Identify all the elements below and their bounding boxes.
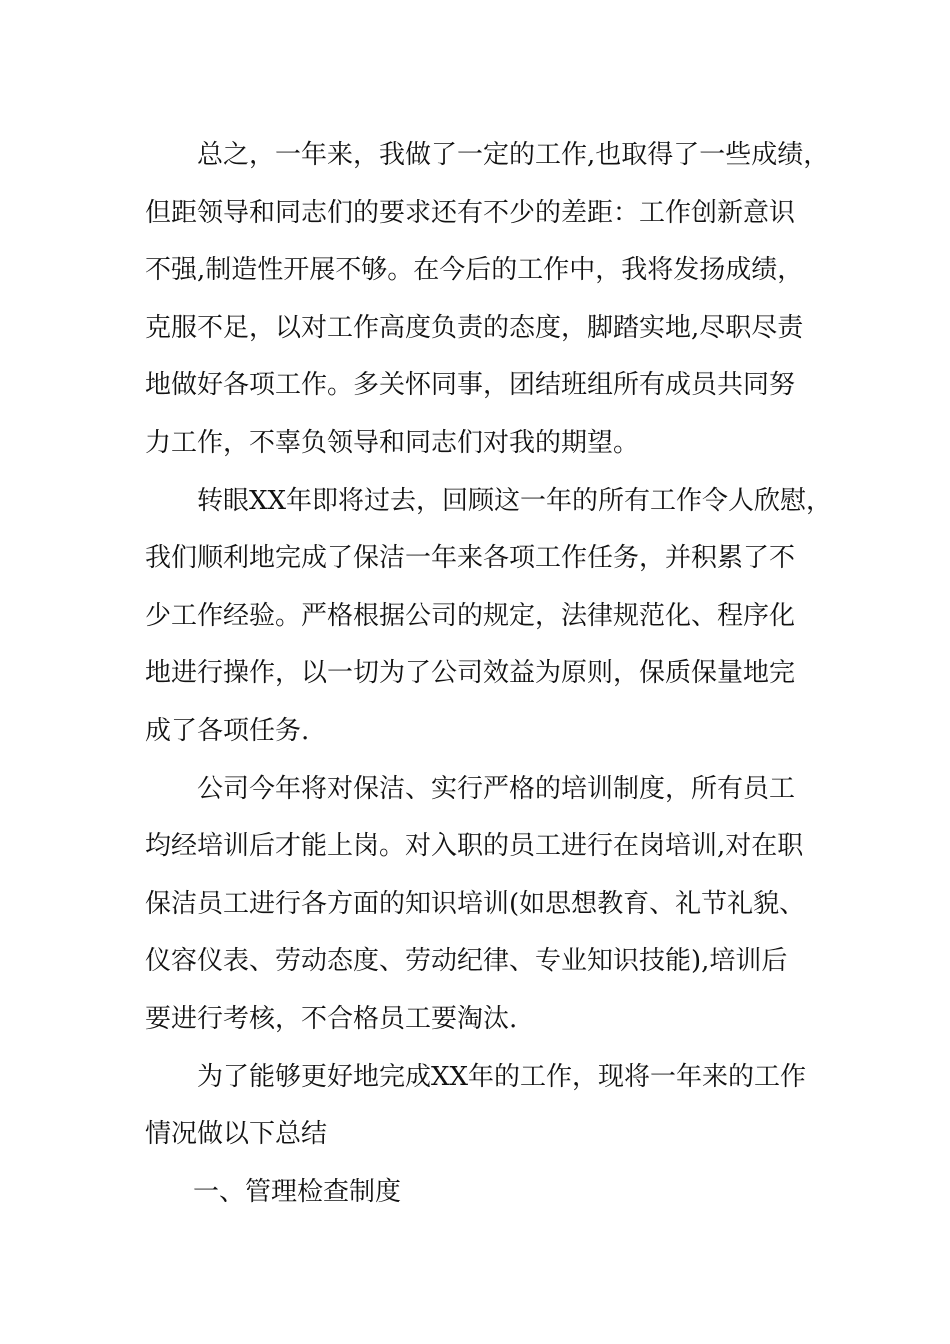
- heading-text: 一、管理检查制度: [193, 1176, 402, 1207]
- paragraph-summary: [145, 127, 835, 473]
- text-line: 为了能够更好地完成XX年的工作，现将一年来的工作: [197, 1061, 807, 1092]
- text-line: 克服不足，以对工作高度负责的态度，脚踏实地,尽职尽责: [145, 312, 804, 343]
- text-line: 总之，一年来，我做了一定的工作,也取得了一些成绩，: [197, 140, 830, 170]
- text-line: 情况做以下总结: [145, 1119, 328, 1150]
- text-line: 转眼XX年即将过去，回顾这一年的所有工作令人欣慰，: [197, 485, 833, 516]
- text-line: 仪容仪表、劳动态度、劳动纪律、专业知识技能),培训后: [145, 946, 788, 977]
- text-line: 公司今年将对保洁、实行严格的培训制度，所有员工: [197, 773, 796, 804]
- text-line: 成了各项任务.: [145, 715, 310, 746]
- text-line: 少工作经验。严格根据公司的规定，法律规范化、程序化: [145, 600, 796, 631]
- text-line: 我们顺利地完成了保洁一年来各项工作任务，并积累了不: [145, 543, 796, 574]
- document-body: [145, 127, 835, 1221]
- text-line: 均经培训后才能上岗。对入职的员工进行在岗培训,对在职: [145, 831, 804, 862]
- paragraph-year-review: [145, 473, 835, 761]
- text-line: 要进行考核，不合格员工要淘汰.: [145, 1003, 518, 1034]
- text-line: 不强,制造性开展不够。在今后的工作中，我将发扬成绩，: [145, 255, 804, 286]
- text-line: 保洁员工进行各方面的知识培训(如思想教育、礼节礼貌、: [145, 888, 806, 919]
- paragraph-intro-summary: [145, 1049, 835, 1164]
- text-line: 地进行操作，以一切为了公司效益为原则，保质保量地完: [145, 658, 796, 689]
- text-line: 力工作，不辜负领导和同志们对我的期望。: [145, 427, 640, 458]
- text-line: 但距领导和同志们的要求还有不少的差距：工作创新意识: [145, 197, 796, 228]
- section-heading: [145, 1164, 835, 1222]
- paragraph-training: [145, 761, 835, 1049]
- text-line: 地做好各项工作。多关怀同事，团结班组所有成员共同努: [145, 370, 796, 401]
